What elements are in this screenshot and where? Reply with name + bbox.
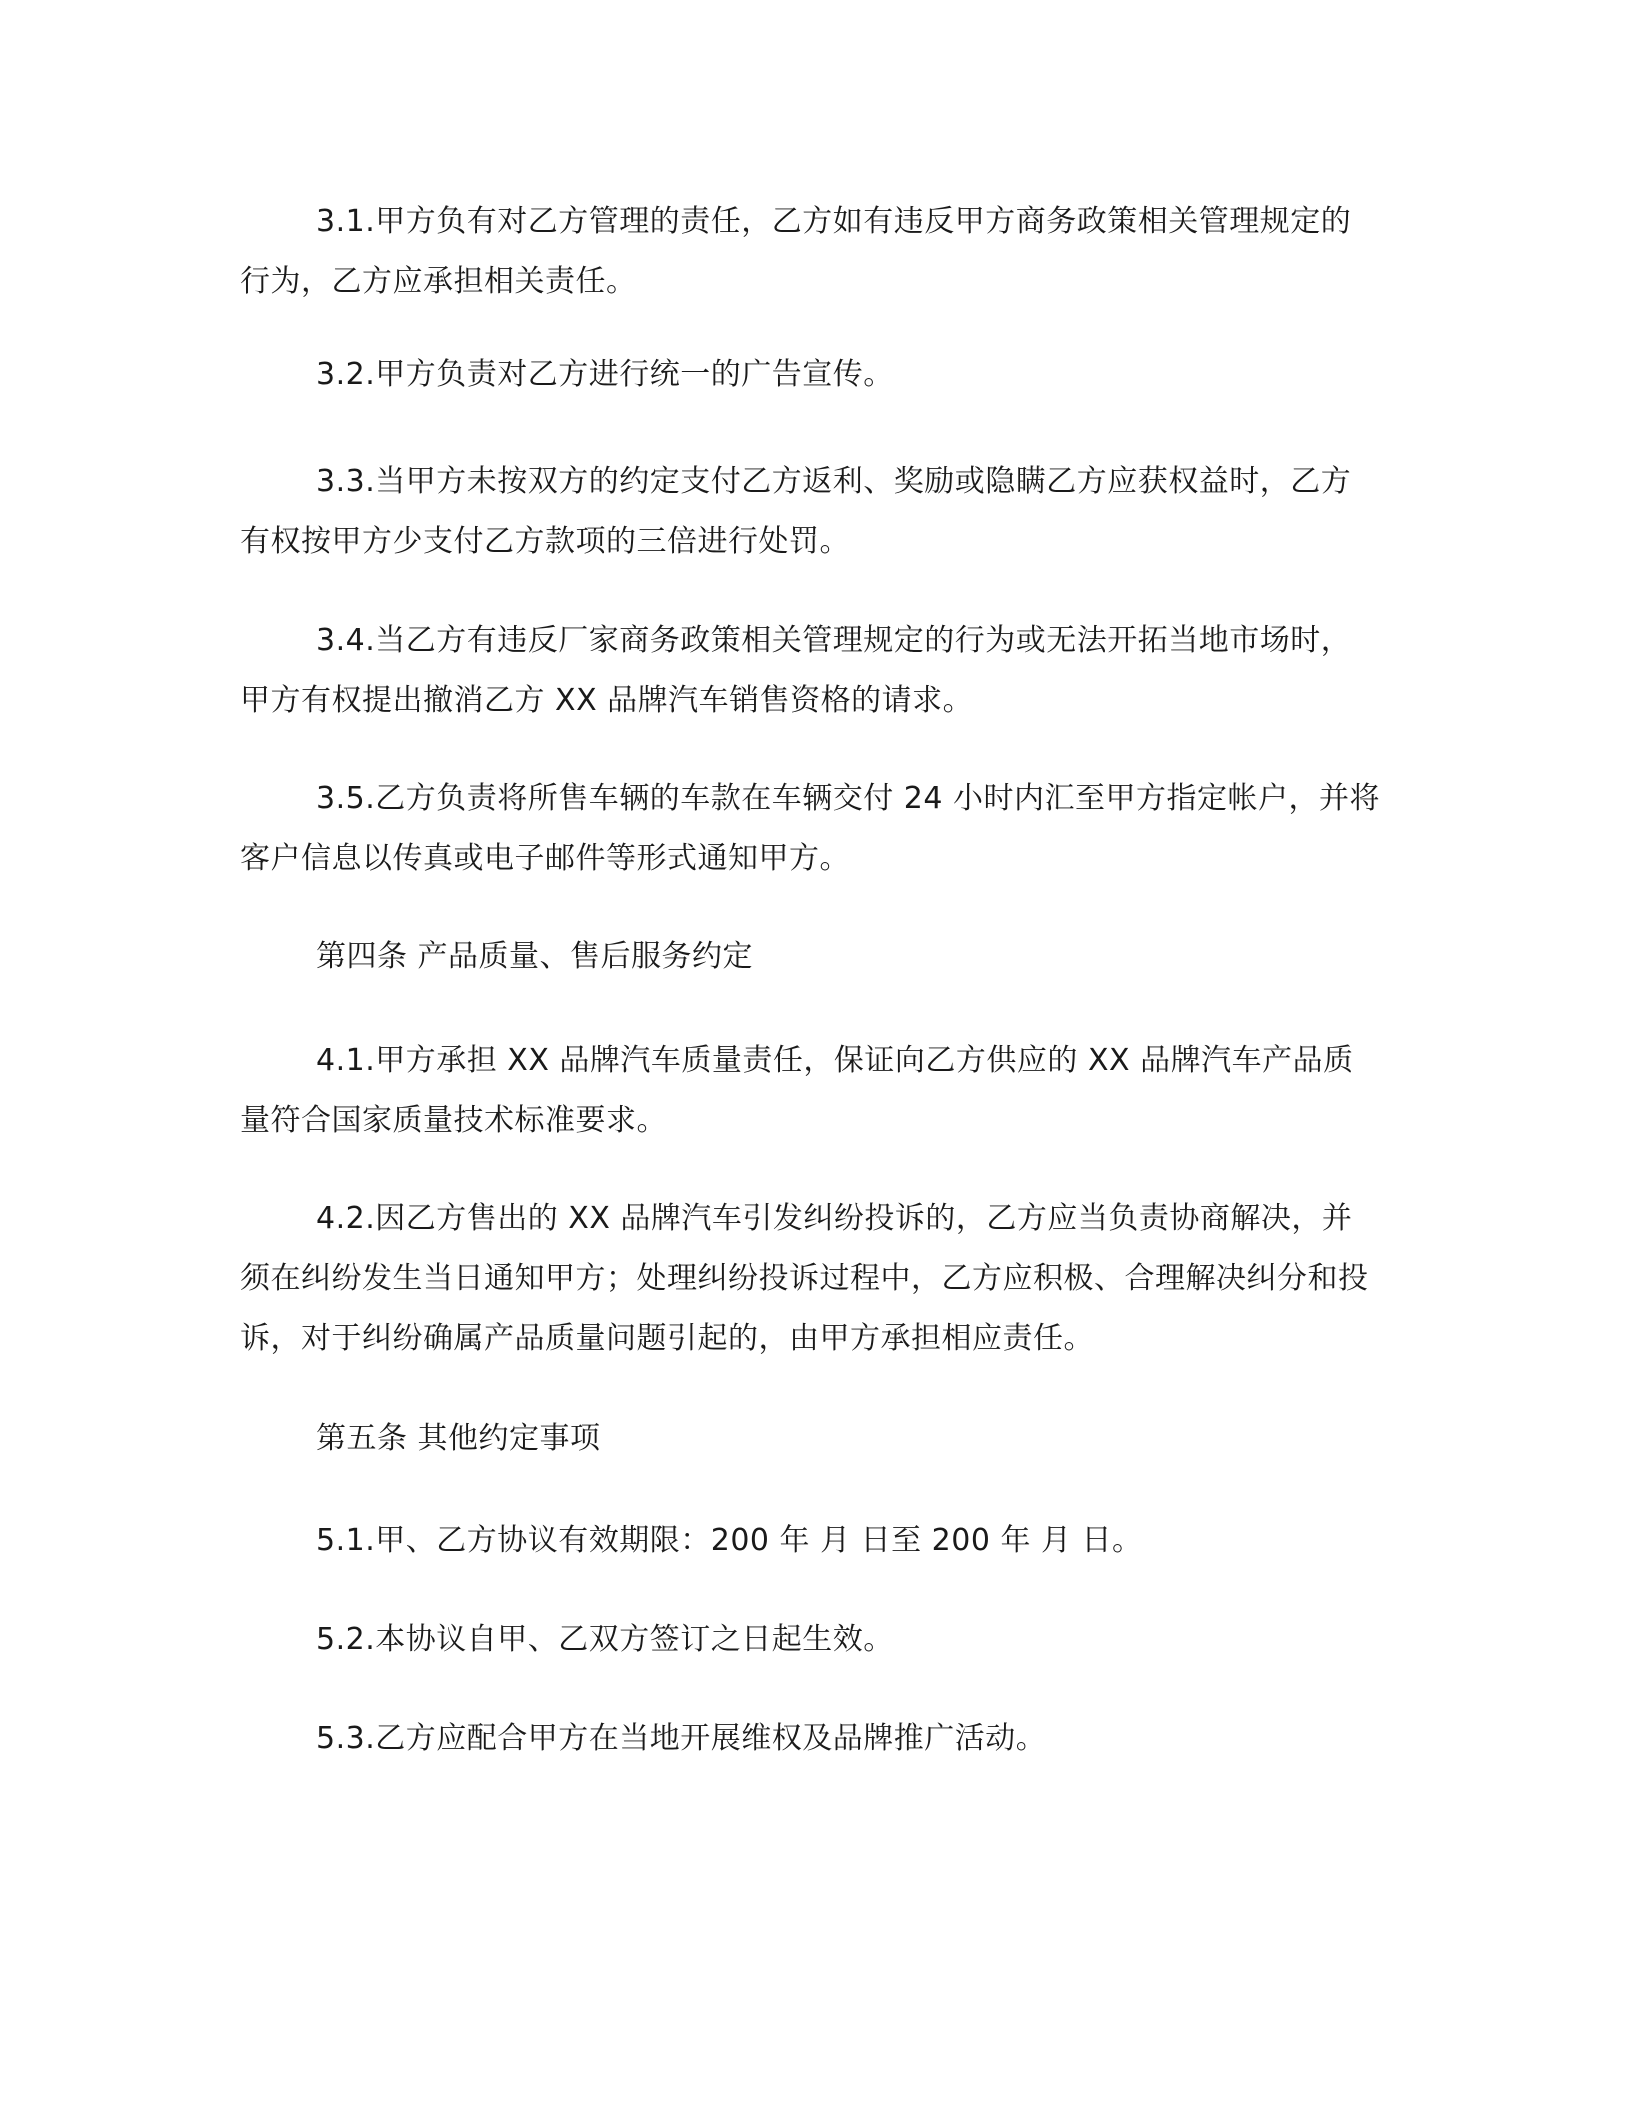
clause-4-2: 4.2.因乙方售出的 XX 品牌汽车引发纠纷投诉的，乙方应当负责协商解决，并须在纠纷发生当日通知甲方；处理纠纷投诉过程中，乙方应积极、合理解决纠分和投诉，对于纠纷确属产品质量问题引起的，由甲方承担相应责任。 <box>240 1201 1369 1356</box>
clause-3-2: 3.2.甲方负责对乙方进行统一的广告宣传。 <box>316 357 894 392</box>
clause-3-4: 3.4.当乙方有违反厂家商务政策相关管理规定的行为或无法开拓当地市场时，甲方有权提出撤消乙方 XX 品牌汽车销售资格的请求。 <box>240 623 1352 718</box>
clause-3-3: 3.3.当甲方未按双方的约定支付乙方返利、奖励或隐瞒乙方应获权益时，乙方有权按甲方少支付乙方款项的三倍进行处罚。 <box>240 464 1352 559</box>
clause-5-3: 5.3.乙方应配合甲方在当地开展维权及品牌推广活动。 <box>316 1721 1047 1756</box>
article-5-heading: 第五条 其他约定事项 <box>316 1421 601 1456</box>
article-4-heading: 第四条 产品质量、售后服务约定 <box>316 939 754 974</box>
clause-5-2: 5.2.本协议自甲、乙双方签订之日起生效。 <box>316 1622 894 1657</box>
clause-5-1: 5.1.甲、乙方协议有效期限：200 年 月 日至 200 年 月 日。 <box>316 1523 1143 1558</box>
clause-3-1: 3.1.甲方负有对乙方管理的责任，乙方如有违反甲方商务政策相关管理规定的行为，乙方应承担相关责任。 <box>240 204 1352 299</box>
clause-3-5: 3.5.乙方负责将所售车辆的车款在车辆交付 24 小时内汇至甲方指定帐户，并将客户信息以传真或电子邮件等形式通知甲方。 <box>240 781 1380 876</box>
clause-4-1: 4.1.甲方承担 XX 品牌汽车质量责任，保证向乙方供应的 XX 品牌汽车产品质量符合国家质量技术标准要求。 <box>240 1043 1354 1138</box>
